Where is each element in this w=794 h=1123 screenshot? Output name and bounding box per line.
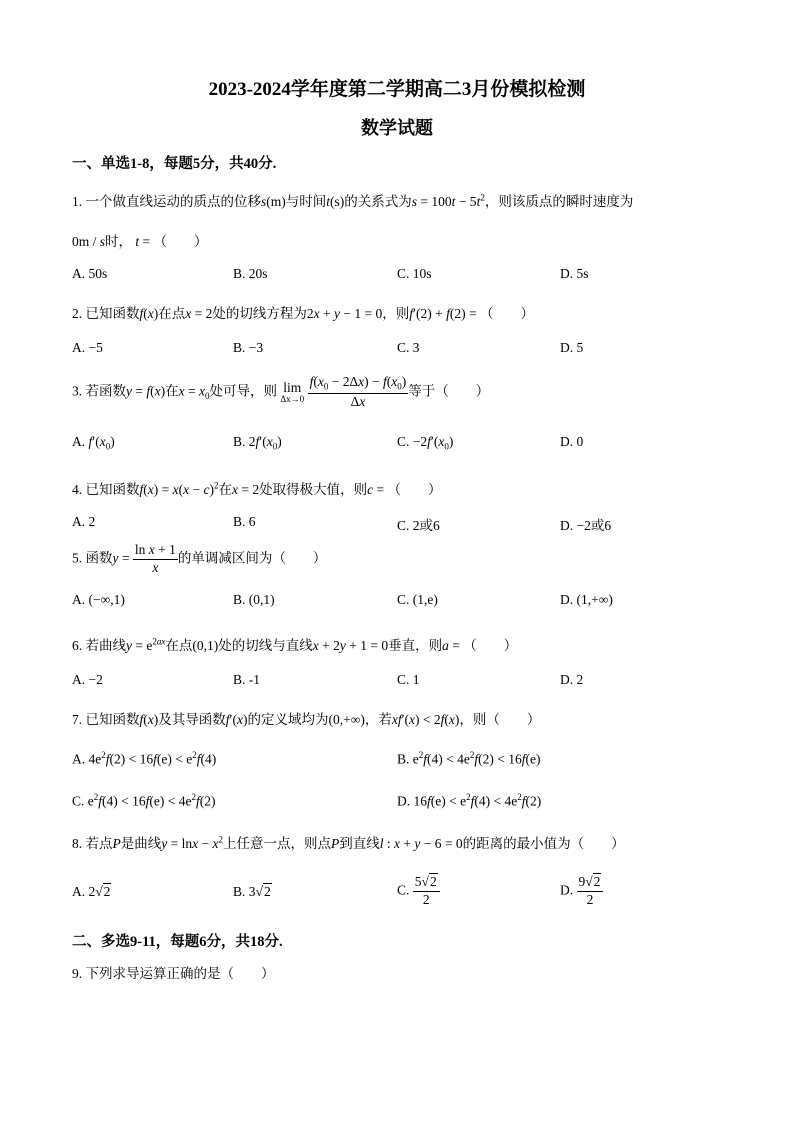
question-3: 3. 若函数y = f(x)在$x = x_0$处可导，则 lim Δx→0 $\frac{f(x_0 - 2\Delta x) - f(x_0)}{\Delta x}$ 等于（ ）: [72, 374, 490, 409]
q7-option-b[interactable]: B. $e^2f(4) < 4e^2f(2) < 16f(e)$: [397, 750, 541, 767]
q3-option-d[interactable]: D. 0: [560, 434, 584, 449]
question-7: 7. 已知函数f(x)及其导函数f′(x)的定义域均为(0,+∞)，若xf′(x) < 2f(x)，则（ ）: [72, 712, 541, 727]
q4-option-d[interactable]: D. −2或6: [560, 518, 612, 533]
q6-option-a[interactable]: A. −2: [72, 672, 103, 687]
q1-option-b[interactable]: B. 20s: [233, 266, 268, 281]
q5-option-a[interactable]: A. (−∞,1): [72, 592, 125, 607]
q4-option-c[interactable]: C. 2或6: [397, 518, 440, 533]
q3-option-c[interactable]: C. $-2f'(x_0)$: [397, 434, 454, 452]
q2-option-c[interactable]: C. 3: [397, 340, 420, 355]
q1-option-c[interactable]: C. 10s: [397, 266, 432, 281]
question-9: 9. 下列求导运算正确的是（ ）: [72, 966, 275, 981]
question-8: 8. 若点P是曲线$y = \ln x - x^2$上任意一点，则点P到直线l : x + y − 6 = 0的距离的最小值为（ ）: [72, 834, 625, 851]
q4-option-a[interactable]: A. 2: [72, 514, 96, 529]
q7-option-a[interactable]: A. $4e^2f(2) < 16f(e) < e^2f(4)$: [72, 750, 217, 767]
q1-option-a[interactable]: A. 50s: [72, 266, 108, 281]
q8-option-c[interactable]: C. $\frac{5√2}{2}$: [397, 874, 440, 909]
section-multiple-choice: 二、多选9-11，每题6分，共18分.: [72, 934, 283, 950]
q8-option-d[interactable]: D. $\frac{9√2}{2}$: [560, 874, 603, 909]
q8-option-a[interactable]: A. 2√2: [72, 884, 111, 899]
question-6: 6. 若曲线$y = e^{2ax}$在点(0,1)处的切线与直线x + 2y + 1 = 0垂直，则a = （ ）: [72, 636, 518, 653]
exam-subtitle: 数学试题: [361, 118, 433, 138]
q7-option-c[interactable]: C. $e^2f(4) < 16f(e) < 4e^2f(2)$: [72, 792, 216, 809]
question-1-line-2: 0m / s时， t = （ ）: [72, 234, 208, 249]
question-5: 5. 函数y = $\frac{\text{ln x + 1}}{x}$ 的单调减区间为（ ）: [72, 542, 327, 575]
q5-option-b[interactable]: B. (0,1): [233, 592, 275, 607]
question-2: 2. 已知函数f(x)在点x = 2处的切线方程为2x + y − 1 = 0，则f′(2) + f(2) = （ ）: [72, 306, 534, 321]
question-4: 4. 已知函数$f(x) = x(x - c)^2$在x = 2处取得极大值，则c = （ ）: [72, 480, 442, 497]
q2-option-d[interactable]: D. 5: [560, 340, 584, 355]
q6-option-b[interactable]: B. -1: [233, 672, 260, 687]
section-single-choice: 一、单选1-8，每题5分，共40分.: [72, 156, 277, 172]
q2-option-b[interactable]: B. −3: [233, 340, 264, 355]
q6-option-c[interactable]: C. 1: [397, 672, 420, 687]
q5-option-c[interactable]: C. (1,e): [397, 592, 438, 607]
q1-option-d[interactable]: D. 5s: [560, 266, 589, 281]
q4-option-b[interactable]: B. 6: [233, 514, 256, 529]
q8-option-b[interactable]: B. 3√2: [233, 884, 271, 899]
question-1-line-1: 1. 一个做直线运动的质点的位移s(m)与时间t(s)的关系式为$s = 100t - 5t^2$，则该质点的瞬时速度为: [72, 192, 634, 209]
q3-option-a[interactable]: A. $f'(x_0)$: [72, 434, 115, 452]
q5-option-d[interactable]: D. (1,+∞): [560, 592, 613, 607]
q7-option-d[interactable]: D. $16f(e) < e^2f(4) < 4e^2f(2)$: [397, 792, 542, 809]
q3-option-b[interactable]: B. $2f'(x_0)$: [233, 434, 282, 452]
q6-option-d[interactable]: D. 2: [560, 672, 584, 687]
q2-option-a[interactable]: A. −5: [72, 340, 103, 355]
exam-title: 2023-2024学年度第二学期高二3月份模拟检测: [208, 79, 586, 100]
